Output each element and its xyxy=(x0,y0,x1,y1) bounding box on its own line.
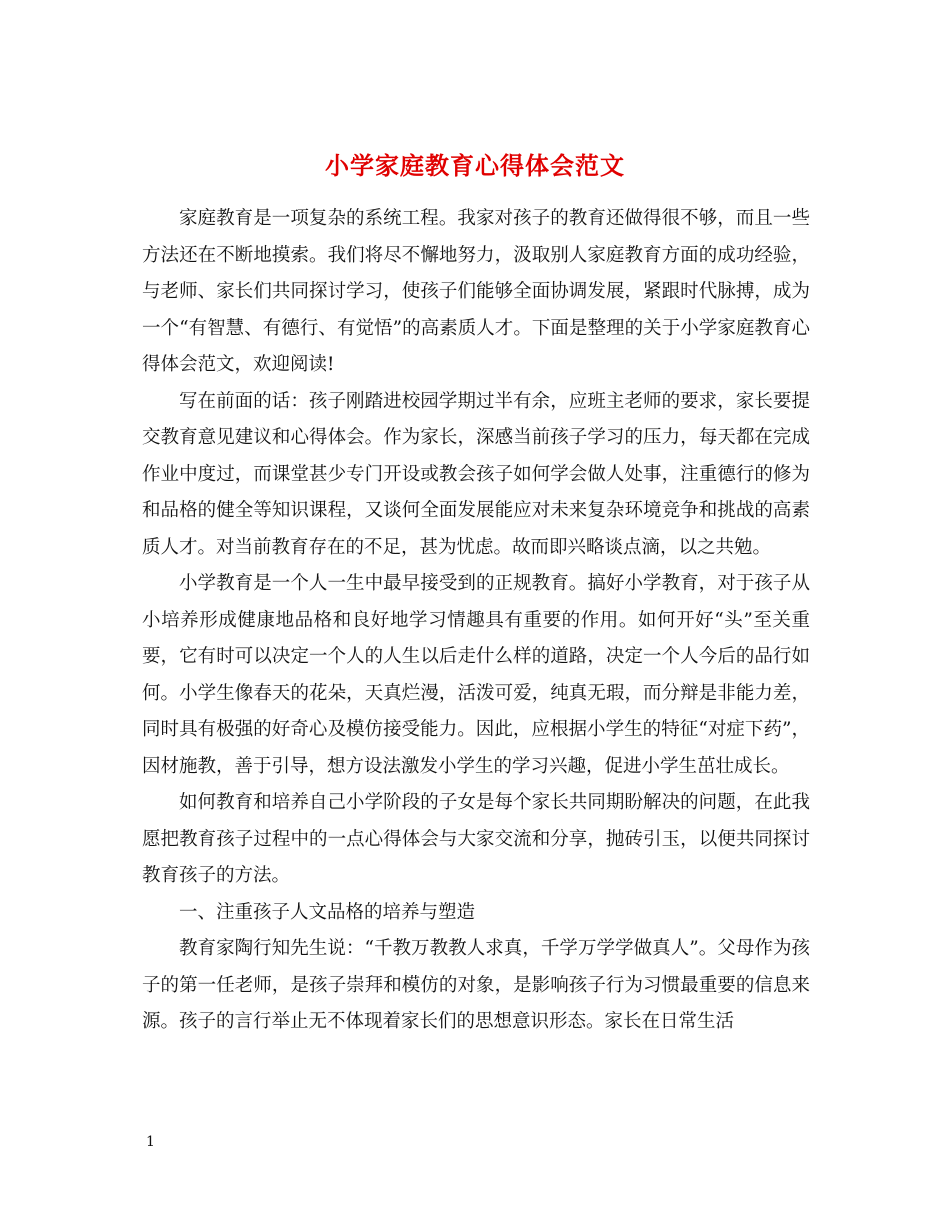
paragraph-how-to-educate: 如何教育和培养自己小学阶段的子女是每个家长共同期盼解决的问题，在此我愿把教育孩子过程中的一点心得体会与大家交流和分享，抛砖引玉，以便共同探讨教育孩子的方法。 xyxy=(142,792,810,886)
paragraph-preface: 写在前面的话：孩子刚踏进校园学期过半有余，应班主老师的要求，家长要提交教育意见建议和心得体会。作为家长，深感当前孩子学习的压力，每天都在完成作业中度过，而课堂甚少专门开设或教会孩子如何学会做人处事，注重德行的修为和品格的健全等知识课程，又谈何全面发展能应对未来复杂环境竞争和挑战的高素质人才。对当前教育存在的不足，甚为忧虑。故而即兴略谈点滴，以之共勉。 xyxy=(142,390,810,558)
document-title: 小学家庭教育心得体会范文 xyxy=(325,151,625,181)
paragraph-tao-xingzhi: 教育家陶行知先生说：“千教万教教人求真，千学万学学做真人”。父母作为孩子的第一任老师，是孩子崇拜和模仿的对象，是影响孩子行为习惯最重要的信息来源。孩子的言行举止无不体现着家长们的思想意识形态。家长在日常生活 xyxy=(142,938,810,1032)
paragraph-primary-education: 小学教育是一个人一生中最早接受到的正规教育。搞好小学教育，对于孩子从小培养形成健康地品格和良好地学习情趣具有重要的作用。如何开好“头”至关重要，它有时可以决定一个人的人生以后走什么样的道路，决定一个人今后的品行如何。小学生像春天的花朵，天真烂漫，活泼可爱，纯真无瑕，而分辩是非能力差，同时具有极强的好奇心及模仿接受能力。因此，应根据小学生的特征“对症下药”，因材施教，善于引导，想方设法激发小学生的学习兴趣，促进小学生茁壮成长。 xyxy=(142,573,810,777)
section-heading-1: 一、注重孩子人文品格的培养与塑造 xyxy=(179,901,476,923)
page-number: 1 xyxy=(146,1134,155,1150)
paragraph-intro: 家庭教育是一项复杂的系统工程。我家对孩子的教育还做得很不够，而且一些方法还在不断地摸索。我们将尽不懈地努力，汲取别人家庭教育方面的成功经验，与老师、家长们共同探讨学习，使孩子们能够全面协调发展，紧跟时代脉搏，成为一个“有智慧、有德行、有觉悟”的高素质人才。下面是整理的关于小学家庭教育心得体会范文，欢迎阅读! xyxy=(142,208,810,375)
document-body xyxy=(142,201,810,1041)
